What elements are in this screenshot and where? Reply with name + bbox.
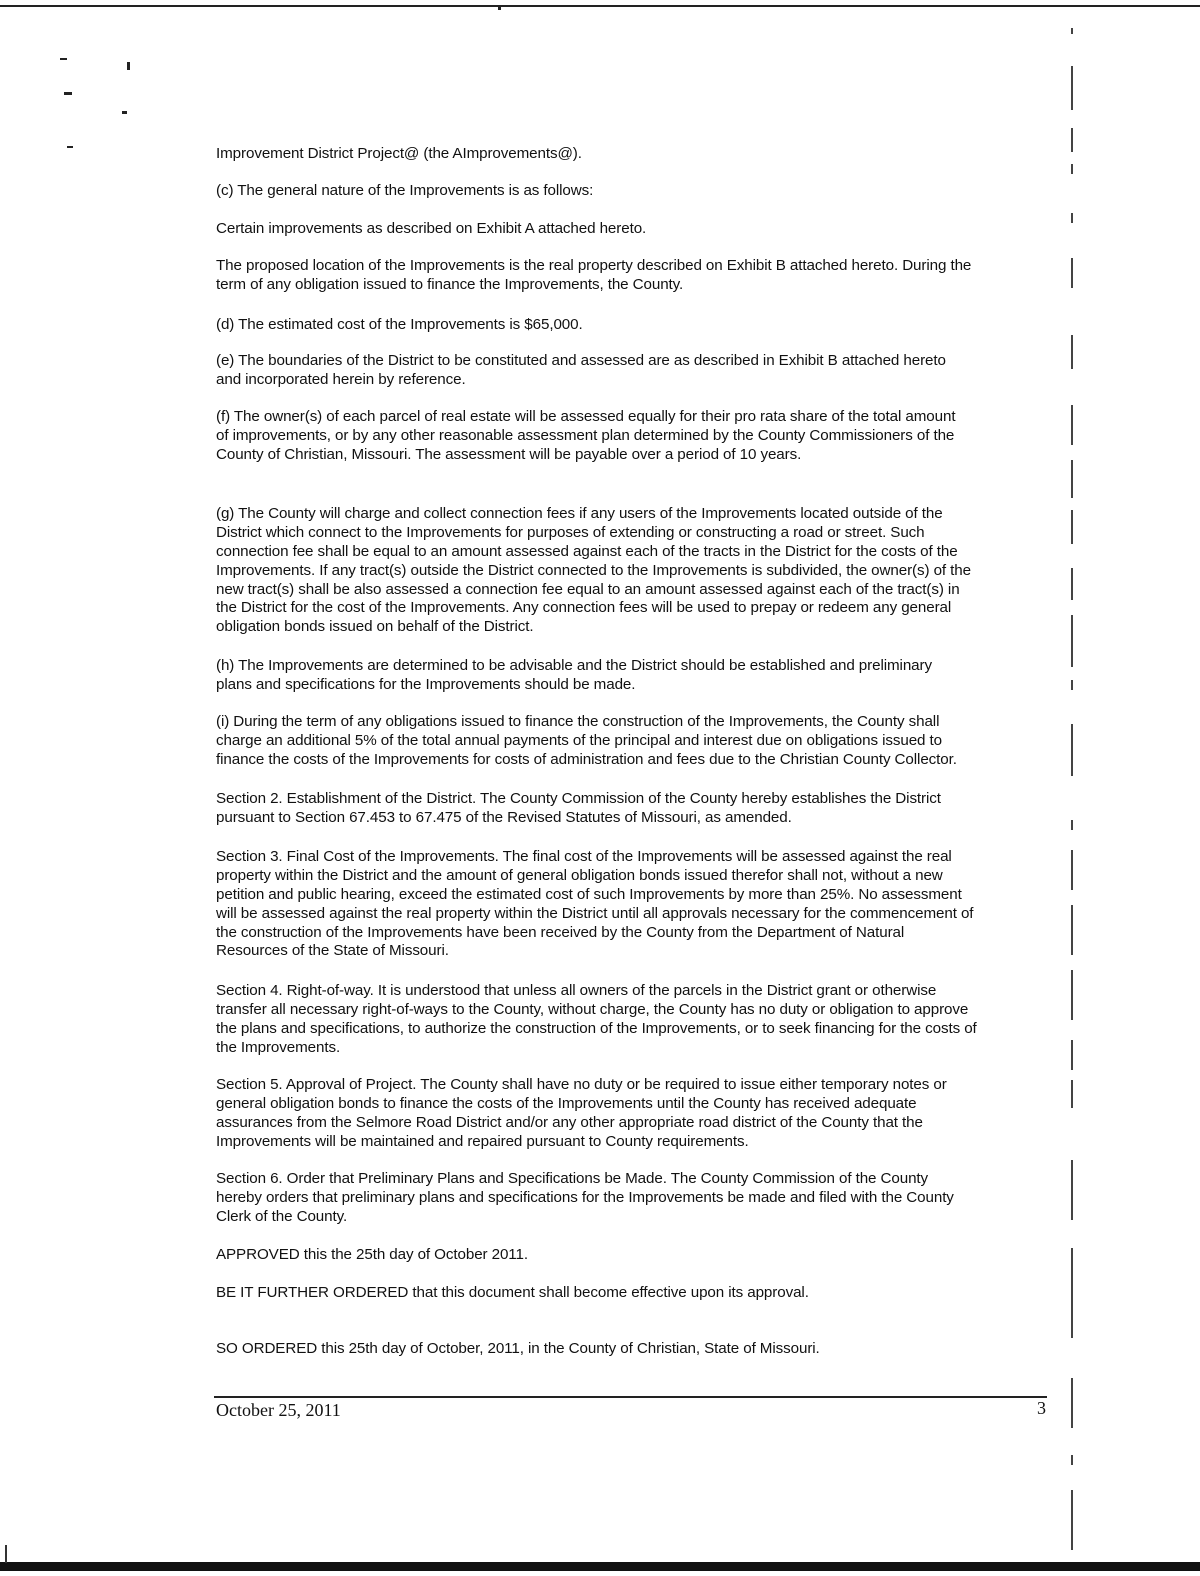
paragraph-line: general obligation bonds to finance the costs of the Improvements until the County has received adequate: [216, 1094, 917, 1112]
scan-corner-mark: [5, 1545, 7, 1563]
paragraph-line: property within the District and the amount of general obligation bonds issued therefor shall not, without a new: [216, 866, 943, 884]
document-paragraph: [216, 982, 977, 1058]
paragraph-line: transfer all necessary right-of-ways to the County, without charge, the County has no duty or obligation to approve: [216, 1000, 969, 1018]
paragraph-line: Improvements. If any tract(s) outside the District connected to the Improvements is subdivided, the owner(s) of the: [216, 561, 971, 579]
edge-mark: [1071, 1490, 1073, 1550]
paragraph-line: pursuant to Section 67.453 to 67.475 of the Revised Statutes of Missouri, as amended.: [216, 808, 792, 826]
document-paragraph: [216, 790, 941, 828]
paragraph-line: Clerk of the County.: [216, 1207, 348, 1225]
edge-mark: [1071, 1160, 1073, 1220]
paragraph-line: and incorporated herein by reference.: [216, 370, 466, 388]
edge-mark: [1071, 28, 1073, 34]
paragraph-line: the construction of the Improvements have been received by the County from the Department of Natural: [216, 923, 905, 941]
edge-mark: [1071, 213, 1073, 223]
edge-mark: [1071, 510, 1073, 544]
paragraph-line: Section 6. Order that Preliminary Plans and Specifications be Made. The County Commission of the County: [216, 1170, 929, 1187]
document-paragraph: [216, 1076, 947, 1152]
paragraph-line: The proposed location of the Improvements is the real property described on Exhibit B attached hereto. During the: [216, 257, 972, 274]
document-paragraph: [216, 1284, 809, 1303]
paragraph-line: assurances from the Selmore Road District and/or any other appropriate road district of the County that the: [216, 1113, 923, 1131]
paragraph-line: obligation bonds issued on behalf of the District.: [216, 618, 534, 636]
document-paragraph: [216, 145, 582, 164]
edge-mark: [1071, 850, 1073, 890]
paragraph-line: plans and specifications for the Improvements should be made.: [216, 675, 636, 693]
edge-mark: [1071, 66, 1073, 110]
paragraph-line: (e) The boundaries of the District to be constituted and assessed are as described in Exhibit B attached hereto: [216, 352, 946, 369]
edge-mark: [1071, 970, 1073, 1020]
scan-speck: [64, 92, 72, 95]
document-paragraph: [216, 316, 583, 335]
paragraph-line: (d) The estimated cost of the Improvements is $65,000.: [216, 316, 583, 333]
paragraph-line: Improvement District Project@ (the AImprovements@).: [216, 145, 582, 162]
edge-mark: [1071, 568, 1073, 600]
paragraph-line: County of Christian, Missouri. The assessment will be payable over a period of 10 years.: [216, 445, 802, 463]
scan-speck: [498, 6, 501, 10]
edge-mark: [1071, 405, 1073, 445]
paragraph-line: Section 5. Approval of Project. The County shall have no duty or be required to issue either temporary notes or: [216, 1076, 947, 1093]
scan-bottom-edge: [0, 1562, 1200, 1571]
scan-speck: [127, 62, 130, 70]
document-paragraph: [216, 1170, 954, 1227]
paragraph-line: will be assessed against the real property within the District until all approvals necessary for the commencement of: [216, 904, 974, 922]
paragraph-line: Section 3. Final Cost of the Improvements. The final cost of the Improvements will be assessed against the real: [216, 848, 952, 865]
paragraph-line: (g) The County will charge and collect connection fees if any users of the Improvements located outside of the: [216, 505, 943, 522]
footer-rule: [214, 1396, 1047, 1398]
document-paragraph: [216, 352, 946, 390]
paragraph-line: the District for the cost of the Improvements. Any connection fees will be used to prepay or redeem any general: [216, 599, 952, 617]
paragraph-line: APPROVED this the 25th day of October 2011.: [216, 1246, 528, 1263]
paragraph-line: new tract(s) shall be also assessed a connection fee equal to an amount assessed against each of the tract(s) in: [216, 580, 960, 598]
edge-mark: [1071, 680, 1073, 690]
document-paragraph: [216, 1340, 820, 1359]
edge-mark: [1071, 615, 1073, 667]
edge-mark: [1071, 1378, 1073, 1428]
paragraph-line: the Improvements.: [216, 1038, 341, 1056]
paragraph-line: (i) During the term of any obligations issued to finance the construction of the Improvements, the County shall: [216, 713, 940, 730]
paragraph-line: BE IT FURTHER ORDERED that this document shall become effective upon its approval.: [216, 1284, 809, 1301]
edge-mark: [1071, 1248, 1073, 1338]
paragraph-line: term of any obligation issued to finance the Improvements, the County.: [216, 275, 684, 293]
document-paragraph: [216, 848, 973, 961]
document-paragraph: [216, 657, 932, 695]
paragraph-line: Resources of the State of Missouri.: [216, 942, 449, 960]
edge-mark: [1071, 164, 1073, 174]
edge-mark: [1071, 1080, 1073, 1108]
document-paragraph: [216, 713, 957, 770]
footer-date: October 25, 2011: [216, 1400, 341, 1420]
scan-speck: [67, 146, 73, 148]
paragraph-line: (h) The Improvements are determined to be advisable and the District should be established and preliminary: [216, 657, 932, 674]
paragraph-line: (c) The general nature of the Improvements is as follows:: [216, 182, 594, 199]
edge-mark: [1071, 724, 1073, 776]
document-paragraph: [216, 182, 593, 201]
paragraph-line: Improvements will be maintained and repaired pursuant to County requirements.: [216, 1132, 749, 1150]
edge-mark: [1071, 1455, 1073, 1465]
paragraph-line: Certain improvements as described on Exhibit A attached hereto.: [216, 220, 647, 237]
document-paragraph: [216, 220, 646, 239]
paragraph-line: Section 2. Establishment of the District. The County Commission of the County hereby establishes the District: [216, 790, 941, 807]
scan-speck: [122, 111, 127, 114]
document-paragraph: [216, 408, 955, 465]
paragraph-line: (f) The owner(s) of each parcel of real estate will be assessed equally for their pro rata share of the total amount: [216, 408, 956, 425]
edge-mark: [1071, 820, 1073, 830]
document-paragraph: [216, 1246, 528, 1265]
scan-speck: [60, 58, 67, 60]
paragraph-line: SO ORDERED this 25th day of October, 2011, in the County of Christian, State of Missouri.: [216, 1340, 820, 1357]
paragraph-line: the plans and specifications, to authorize the construction of the Improvements, or to seek financing for the costs of: [216, 1019, 977, 1037]
paragraph-line: Section 4. Right-of-way. It is understood that unless all owners of the parcels in the District grant or otherwise: [216, 982, 937, 999]
document-paragraph: [216, 505, 971, 637]
edge-mark: [1071, 1040, 1073, 1070]
page-number: 3: [1037, 1398, 1046, 1418]
paragraph-line: petition and public hearing, exceed the estimated cost of such Improvements by more than 25%. No assessment: [216, 885, 962, 903]
paragraph-line: of improvements, or by any other reasonable assessment plan determined by the County Commissioners of the: [216, 426, 955, 444]
paragraph-line: charge an additional 5% of the total annual payments of the principal and interest due on obligations issued to: [216, 731, 942, 749]
document-paragraph: [216, 257, 971, 295]
paragraph-line: finance the costs of the Improvements for costs of administration and fees due to the Christian County Collector.: [216, 750, 957, 768]
edge-mark: [1071, 258, 1073, 288]
edge-mark: [1071, 335, 1073, 369]
paragraph-line: hereby orders that preliminary plans and specifications for the Improvements be made and filed with the County: [216, 1188, 954, 1206]
paragraph-line: connection fee shall be equal to an amount assessed against each of the tracts in the District for the costs of the: [216, 542, 958, 560]
edge-mark: [1071, 460, 1073, 498]
edge-mark: [1071, 905, 1073, 955]
edge-mark: [1071, 128, 1073, 152]
scan-top-edge: [0, 5, 1200, 7]
paragraph-line: District which connect to the Improvements for purposes of extending or constructing a road or street. Such: [216, 523, 925, 541]
